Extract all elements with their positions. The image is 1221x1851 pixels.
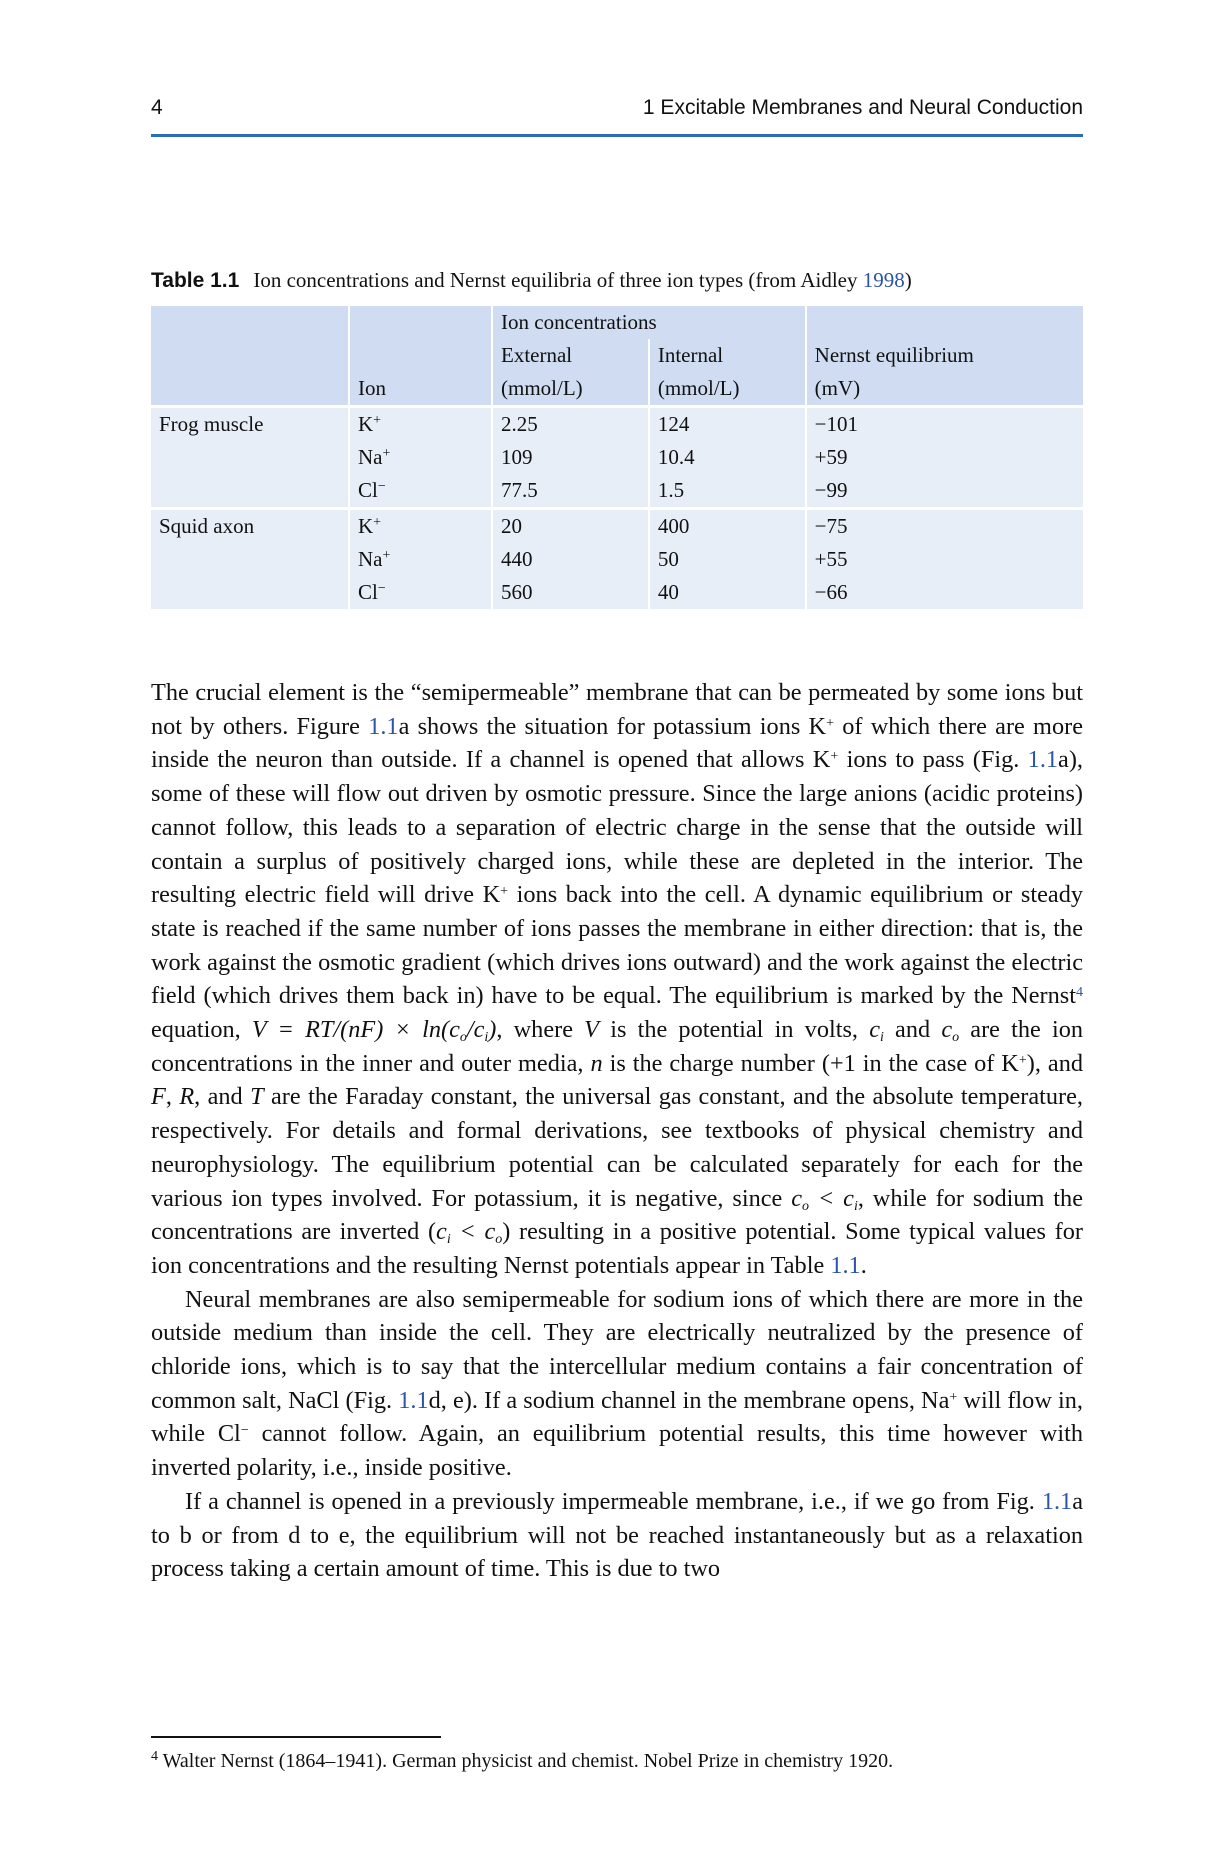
col-nernst-unit: (mV) (806, 372, 1083, 407)
header-rule (151, 134, 1083, 137)
subscript: i (879, 1030, 884, 1046)
figure-link[interactable]: 1.1 (368, 712, 399, 740)
ion-symbol: Na (358, 547, 383, 571)
body-text (151, 676, 1083, 1586)
text-run: is the potential in volts, (599, 1016, 870, 1044)
page-number: 4 (151, 96, 163, 119)
text-run: are the Faraday constant, the universal gas constant, and the absolute temperature, respectively. For details and formal derivations, see textbooks of physical chemistry and neurophysiology. The equilibrium potential can be calculated separately for each for the various ion types involved. For potassium, it is negative, since (151, 1083, 1083, 1212)
col-internal: Internal (649, 339, 806, 372)
chapter-title: 1 Excitable Membranes and Neural Conduction (642, 96, 1083, 119)
external-cell: 560 (492, 576, 649, 609)
figure-link[interactable]: 1.1 (1027, 746, 1059, 774)
table-caption (151, 268, 912, 293)
math: < c (808, 1184, 854, 1212)
superscript: + (949, 1389, 958, 1405)
group-name: Frog muscle (151, 407, 349, 442)
text-run: The crucial element is the “semipermeable” membrane that can be permeated by some ions but not by others. Figure (151, 679, 1083, 740)
subscript: o (495, 1232, 503, 1248)
external-cell: 2.25 (492, 407, 649, 442)
footnote-ref[interactable]: 4 (1076, 985, 1083, 1001)
text-run: of which there are more inside the neuron than outside. If a channel is opened that allows K (151, 712, 1083, 774)
footnote (151, 1750, 1083, 1773)
internal-cell: 50 (649, 543, 806, 576)
ion-charge: + (382, 446, 391, 461)
math: T (250, 1083, 264, 1111)
internal-cell: 400 (649, 509, 806, 544)
external-cell: 20 (492, 509, 649, 544)
superscript: − (240, 1423, 249, 1439)
text-run: a shows the situation for potassium ions K (398, 712, 827, 740)
col-external: External (492, 339, 649, 372)
text-run: will flow in, while Cl (151, 1386, 1083, 1448)
math: c (941, 1016, 953, 1044)
superscript: + (500, 884, 509, 900)
internal-cell: 10.4 (649, 441, 806, 474)
group-name-empty (151, 543, 349, 576)
figure-link[interactable]: 1.1 (1041, 1487, 1073, 1515)
header-empty (806, 306, 1083, 339)
ion-charge: + (373, 413, 382, 428)
ion-charge: − (377, 581, 386, 596)
col-nernst: Nernst equilibrium (806, 339, 1083, 372)
ion-symbol: K (358, 514, 374, 538)
paragraph-3 (151, 1485, 1083, 1586)
subscript: i (446, 1232, 451, 1248)
group-name-empty (151, 441, 349, 474)
text-run: ions to pass (Fig. (838, 746, 1028, 774)
math: V (584, 1016, 600, 1044)
footnote-mark: 4 (151, 1749, 158, 1764)
ion-charge: + (382, 548, 391, 563)
ion-symbol: Cl (358, 580, 378, 604)
col-external-unit: (mmol/L) (492, 372, 649, 407)
ion-cell (349, 576, 492, 609)
ion-charge: − (377, 479, 386, 494)
table-body (151, 407, 1083, 610)
internal-cell: 40 (649, 576, 806, 609)
text-run: equation, (151, 1016, 252, 1044)
math: F (151, 1083, 166, 1111)
ion-cell (349, 474, 492, 509)
text-run: d, e). If a sodium channel in the membrane opens, Na (428, 1386, 950, 1414)
group-name-empty (151, 474, 349, 509)
ion-symbol: K (358, 412, 374, 436)
footnote-text: Walter Nernst (1864–1941). German physicist and chemist. Nobel Prize in chemistry 1920. (158, 1750, 894, 1772)
superscript: + (1018, 1052, 1027, 1068)
subscript: i (484, 1030, 489, 1046)
ion-cell (349, 407, 492, 442)
header-empty (151, 306, 349, 339)
table-row (151, 441, 1083, 474)
table-label: Table 1.1 (151, 269, 240, 292)
text-run: a), some of these will flow out driven by osmotic pressure. Since the large anions (acidic proteins) cannot follow, this leads to a separation of electric charge in the sense that the outside will contain a surplus of positively charged ions, while these are depleted in the interior. The resulting electric field will drive K (151, 746, 1083, 909)
text-run: is the charge number (+1 in the case of K (602, 1049, 1019, 1077)
table-row (151, 543, 1083, 576)
citation-link[interactable]: 1998 (862, 268, 905, 292)
ion-cell (349, 543, 492, 576)
text-run: are the ion concentrations in the inner and outer media, (151, 1016, 1084, 1077)
text-run: a to b or from d to e, the equilibrium will not be reached instantaneously but as a relaxation process taking a certain amount of time. This is due to two (151, 1487, 1083, 1583)
paragraph-1 (151, 676, 1083, 1283)
header-empty (151, 339, 349, 372)
nernst-cell: +59 (806, 441, 1083, 474)
math: c (791, 1184, 802, 1212)
header-empty (151, 372, 349, 407)
internal-cell: 124 (649, 407, 806, 442)
footnote-rule (151, 1736, 441, 1738)
caption-close: ) (904, 268, 912, 292)
math: n (590, 1049, 603, 1077)
text-run: cannot follow. Again, an equilibrium potential results, this time however with inverted polarity, i.e., inside positive. (151, 1420, 1083, 1482)
table-row (151, 474, 1083, 509)
math: c (436, 1218, 447, 1246)
table-row (151, 509, 1083, 544)
table-header (151, 306, 1083, 407)
math: R (179, 1083, 195, 1111)
col-ion: Ion (349, 372, 492, 407)
superscript: + (826, 715, 835, 731)
external-cell: 109 (492, 441, 649, 474)
subscript: o (952, 1030, 960, 1046)
figure-link[interactable]: 1.1 (398, 1386, 429, 1414)
col-internal-unit: (mmol/L) (649, 372, 806, 407)
text-run: and (883, 1016, 942, 1044)
ion-cell (349, 441, 492, 474)
math: /c (466, 1016, 485, 1044)
text-run: , where (496, 1016, 585, 1044)
text-run: , and (194, 1083, 251, 1111)
math: ) (488, 1016, 497, 1044)
group-header: Ion concentrations (492, 306, 806, 339)
subscript: o (459, 1030, 467, 1046)
nernst-cell: +55 (806, 543, 1083, 576)
text-run: If a channel is opened in a previously impermeable membrane, i.e., if we go from Fig. (185, 1487, 1042, 1515)
subscript: i (853, 1198, 858, 1214)
ion-table (151, 306, 1083, 609)
internal-cell: 1.5 (649, 474, 806, 509)
table-link[interactable]: 1.1 (830, 1251, 861, 1279)
text-run: Neural membranes are also semipermeable for sodium ions of which there are more in the outside medium than inside the cell. They are electrically neutralized by the presence of chloride ions, which is to say that the intercellular medium contains a fair concentration of common salt, NaCl (Fig. (151, 1285, 1083, 1414)
nernst-cell: −101 (806, 407, 1083, 442)
group-name-empty (151, 576, 349, 609)
header-empty (349, 306, 492, 339)
paragraph-2 (151, 1283, 1083, 1485)
text-run: . (860, 1251, 867, 1279)
header-empty (349, 339, 492, 372)
nernst-cell: −66 (806, 576, 1083, 609)
table-row (151, 576, 1083, 609)
text-run: ) resulting in a positive potential. Some typical values for ion concentrations and the resulting Nernst potentials appear in Table (151, 1218, 1083, 1279)
table-row (151, 407, 1083, 442)
math: V = RT/(nF) × ln(c (251, 1016, 460, 1044)
text-run: , while for sodium the concentrations are inverted ( (151, 1184, 1083, 1246)
external-cell: 440 (492, 543, 649, 576)
subscript: o (801, 1198, 809, 1214)
ion-charge: + (373, 515, 382, 530)
text-run: ), and (1026, 1049, 1083, 1077)
text-run: ions back into the cell. A dynamic equilibrium or steady state is reached if the same number of ions passes the membrane in either direction: that is, the work against the osmotic gradient (which drives ions outward) and the work against the electric field (which drives them back in) have to be equal. The equilibrium is marked by the Nernst (151, 881, 1083, 1010)
nernst-cell: −99 (806, 474, 1083, 509)
running-head (151, 96, 1083, 130)
ion-symbol: Cl (358, 478, 378, 502)
ion-symbol: Na (358, 445, 383, 469)
caption-text: Ion concentrations and Nernst equilibria of three ion types (from Aidley (253, 268, 863, 292)
text-run: , (165, 1083, 180, 1111)
math: c (869, 1016, 880, 1044)
group-name: Squid axon (151, 509, 349, 544)
math: < c (450, 1218, 496, 1246)
ion-cell (349, 509, 492, 544)
nernst-cell: −75 (806, 509, 1083, 544)
superscript: + (830, 749, 839, 765)
external-cell: 77.5 (492, 474, 649, 509)
